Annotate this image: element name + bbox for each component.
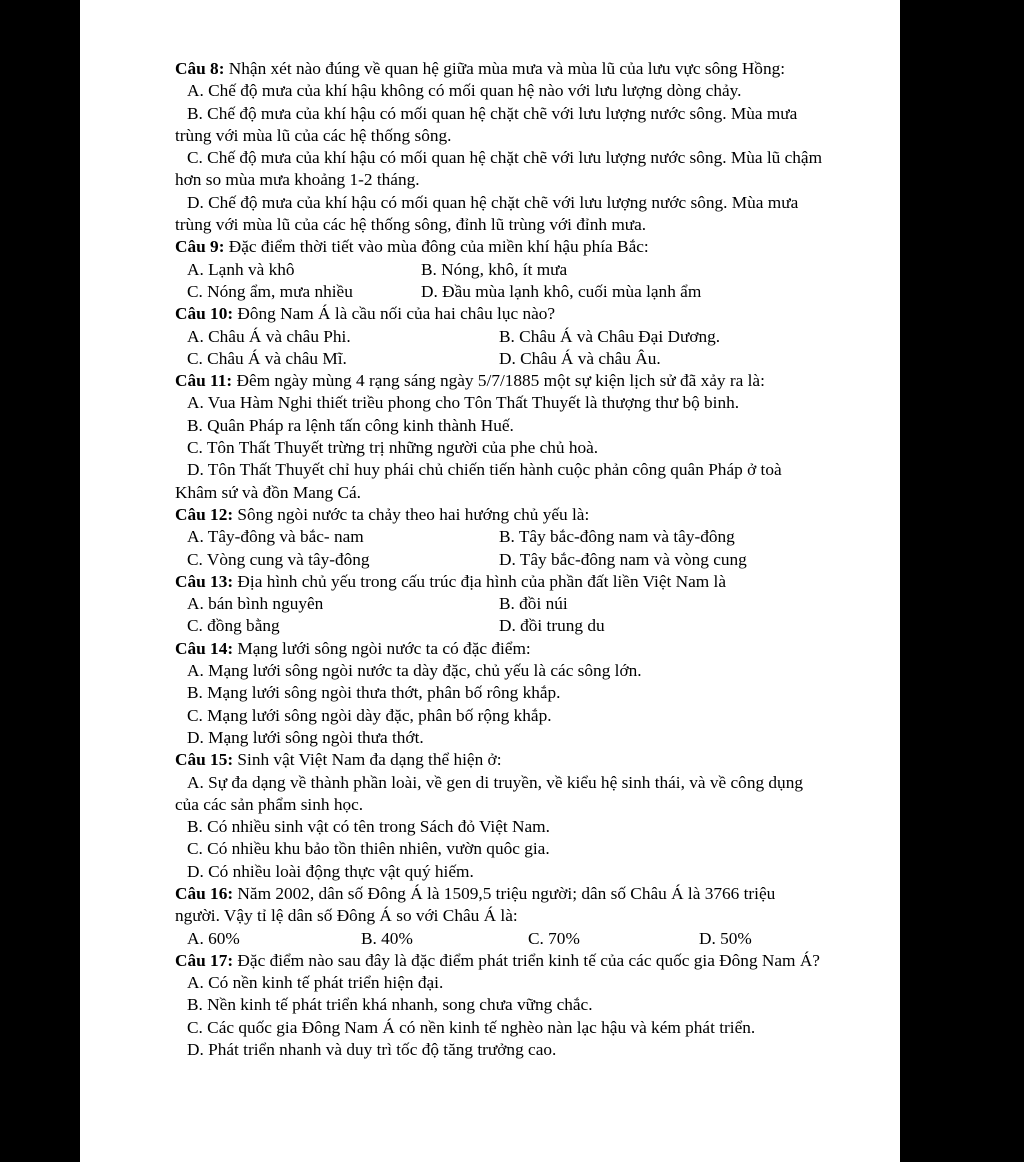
option-b: B. Châu Á và Châu Đại Dương. bbox=[499, 326, 721, 346]
options-row bbox=[175, 526, 823, 548]
option-c: C. Có nhiều khu bảo tồn thiên nhiên, vườn quôc gia. bbox=[187, 839, 550, 859]
option-b: B. Tây bắc-đông nam và tây-đông bbox=[499, 527, 735, 547]
option-a: A. Chế độ mưa của khí hậu không có mối quan hệ nào với lưu lượng dòng chảy. bbox=[187, 81, 742, 101]
question-text: Nhận xét nào đúng về quan hệ giữa mùa mưa và mùa lũ của lưu vực sông Hồng: bbox=[228, 59, 786, 78]
option-c: C. Tôn Thất Thuyết trừng trị những người của phe chủ hoà. bbox=[187, 438, 599, 458]
question-15 bbox=[175, 749, 823, 771]
question-number: Câu 16: bbox=[175, 883, 234, 903]
option-c: C. 70% bbox=[528, 928, 580, 948]
question-14 bbox=[175, 638, 823, 660]
option-c: C. Chế độ mưa của khí hậu có mối quan hệ chặt chẽ với lưu lượng nước sông. Mùa lũ chậm hơn so mùa mưa khoảng 1-2 tháng. bbox=[175, 148, 823, 190]
question-10 bbox=[175, 303, 823, 325]
option-d: D. Châu Á và châu Âu. bbox=[499, 348, 661, 368]
option-d: D. Tôn Thất Thuyết chỉ huy phái chủ chiến tiến hành cuộc phản công quân Pháp ở toà Khâm sứ và đồn Mang Cá. bbox=[175, 460, 782, 502]
option-a: A. Có nền kinh tế phát triển hiện đại. bbox=[187, 973, 444, 993]
option-b: B. Mạng lưới sông ngòi thưa thớt, phân bố rông khắp. bbox=[187, 683, 561, 703]
options-row bbox=[175, 928, 823, 950]
option-b: B. Có nhiều sinh vật có tên trong Sách đỏ Việt Nam. bbox=[187, 817, 550, 837]
question-11 bbox=[175, 370, 823, 392]
options-row bbox=[175, 348, 823, 370]
option-b: B. Nóng, khô, ít mưa bbox=[421, 259, 568, 279]
question-16 bbox=[175, 883, 823, 928]
option-d: D. Có nhiều loài động thực vật quý hiếm. bbox=[187, 861, 474, 881]
question-text: Đặc điểm thời tiết vào mùa đông của miền khí hậu phía Bắc: bbox=[228, 237, 649, 257]
question-8 bbox=[175, 58, 823, 80]
question-number: Câu 15: bbox=[175, 750, 234, 770]
question-number: Câu 11: bbox=[175, 371, 233, 391]
options-row bbox=[175, 615, 823, 637]
option-c: C. Các quốc gia Đông Nam Á có nền kinh tế nghèo nàn lạc hậu và kém phát triển. bbox=[187, 1017, 756, 1037]
question-9 bbox=[175, 236, 823, 258]
option-b: B. Nền kinh tế phát triển khá nhanh, song chưa vững chắc. bbox=[187, 995, 593, 1015]
options-row bbox=[175, 326, 823, 348]
option-a: A. Vua Hàm Nghi thiết triều phong cho Tôn Thất Thuyết là thượng thư bộ binh. bbox=[187, 393, 740, 413]
option-b: B. 40% bbox=[361, 928, 413, 948]
option-b: B. Chế độ mưa của khí hậu có mối quan hệ chặt chẽ với lưu lượng nước sông. Mùa mưa trùng với mùa lũ của các hệ thống sông. bbox=[175, 103, 798, 145]
question-text: Đêm ngày mùng 4 rạng sáng ngày 5/7/1885 một sự kiện lịch sử đã xảy ra là: bbox=[236, 371, 765, 391]
option-a: A. 60% bbox=[187, 928, 240, 948]
option-d: D. Mạng lưới sông ngòi thưa thớt. bbox=[187, 727, 424, 747]
question-number: Câu 8: bbox=[175, 59, 225, 78]
option-c: C. đồng bằng bbox=[187, 616, 280, 636]
option-a: A. Lạnh và khô bbox=[187, 259, 295, 279]
option-c: C. Vòng cung và tây-đông bbox=[187, 549, 370, 569]
option-d: D. Phát triển nhanh và duy trì tốc độ tăng trưởng cao. bbox=[187, 1040, 557, 1060]
options-row bbox=[175, 259, 823, 281]
option-d: D. Chế độ mưa của khí hậu có mối quan hệ chặt chẽ với lưu lượng nước sông. Mùa mưa trùng với mùa lũ của các hệ thống sông, đỉnh lũ trùng với đỉnh mưa. bbox=[175, 192, 799, 235]
option-b: B. đồi núi bbox=[499, 594, 568, 614]
option-b: B. Quân Pháp ra lệnh tấn công kinh thành Huế. bbox=[187, 415, 514, 435]
options-row bbox=[175, 549, 823, 571]
question-12 bbox=[175, 504, 823, 526]
option-c: C. Mạng lưới sông ngòi dày đặc, phân bố rộng khắp. bbox=[187, 705, 552, 725]
question-number: Câu 9: bbox=[175, 237, 225, 257]
question-number: Câu 12: bbox=[175, 504, 234, 524]
exam-content bbox=[175, 58, 823, 1061]
question-text: Mạng lưới sông ngòi nước ta có đặc điểm: bbox=[237, 638, 531, 658]
question-text: Năm 2002, dân số Đông Á là 1509,5 triệu người; dân số Châu Á là 3766 triệu người. Vậy tỉ lệ dân số Đông Á so với Châu Á là: bbox=[175, 883, 776, 926]
option-d: D. Tây bắc-đông nam và vòng cung bbox=[499, 549, 747, 569]
question-text: Sông ngòi nước ta chảy theo hai hướng chủ yếu là: bbox=[237, 504, 590, 524]
option-a: A. Sự đa dạng về thành phần loài, về gen di truyền, về kiểu hệ sinh thái, và về công dụng của các sản phẩm sinh học. bbox=[175, 772, 803, 814]
option-c: C. Nóng ẩm, mưa nhiều bbox=[187, 281, 353, 301]
option-a: A. Mạng lưới sông ngòi nước ta dày đặc, chủ yếu là các sông lớn. bbox=[187, 661, 642, 681]
question-text: Đông Nam Á là cầu nối của hai châu lục nào? bbox=[237, 304, 556, 324]
option-d: D. Đầu mùa lạnh khô, cuối mùa lạnh ẩm bbox=[421, 281, 702, 301]
question-text: Sinh vật Việt Nam đa dạng thể hiện ở: bbox=[237, 750, 502, 770]
question-text: Địa hình chủ yếu trong cấu trúc địa hình của phần đất liền Việt Nam là bbox=[237, 571, 727, 591]
question-number: Câu 17: bbox=[175, 950, 234, 970]
question-number: Câu 10: bbox=[175, 304, 234, 324]
question-13 bbox=[175, 571, 823, 593]
option-a: A. Tây-đông và bắc- nam bbox=[187, 527, 364, 547]
option-c: C. Châu Á và châu Mĩ. bbox=[187, 348, 347, 368]
option-d: D. 50% bbox=[699, 928, 752, 948]
question-number: Câu 13: bbox=[175, 571, 234, 591]
question-17 bbox=[175, 950, 823, 972]
option-a: A. bán bình nguyên bbox=[187, 594, 324, 614]
options-row bbox=[175, 593, 823, 615]
options-row bbox=[175, 281, 823, 303]
option-d: D. đồi trung du bbox=[499, 616, 605, 636]
option-a: A. Châu Á và châu Phi. bbox=[187, 326, 351, 346]
question-number: Câu 14: bbox=[175, 638, 234, 658]
document-page bbox=[80, 0, 900, 1162]
question-text: Đặc điểm nào sau đây là đặc điểm phát triển kinh tế của các quốc gia Đông Nam Á? bbox=[237, 950, 820, 970]
